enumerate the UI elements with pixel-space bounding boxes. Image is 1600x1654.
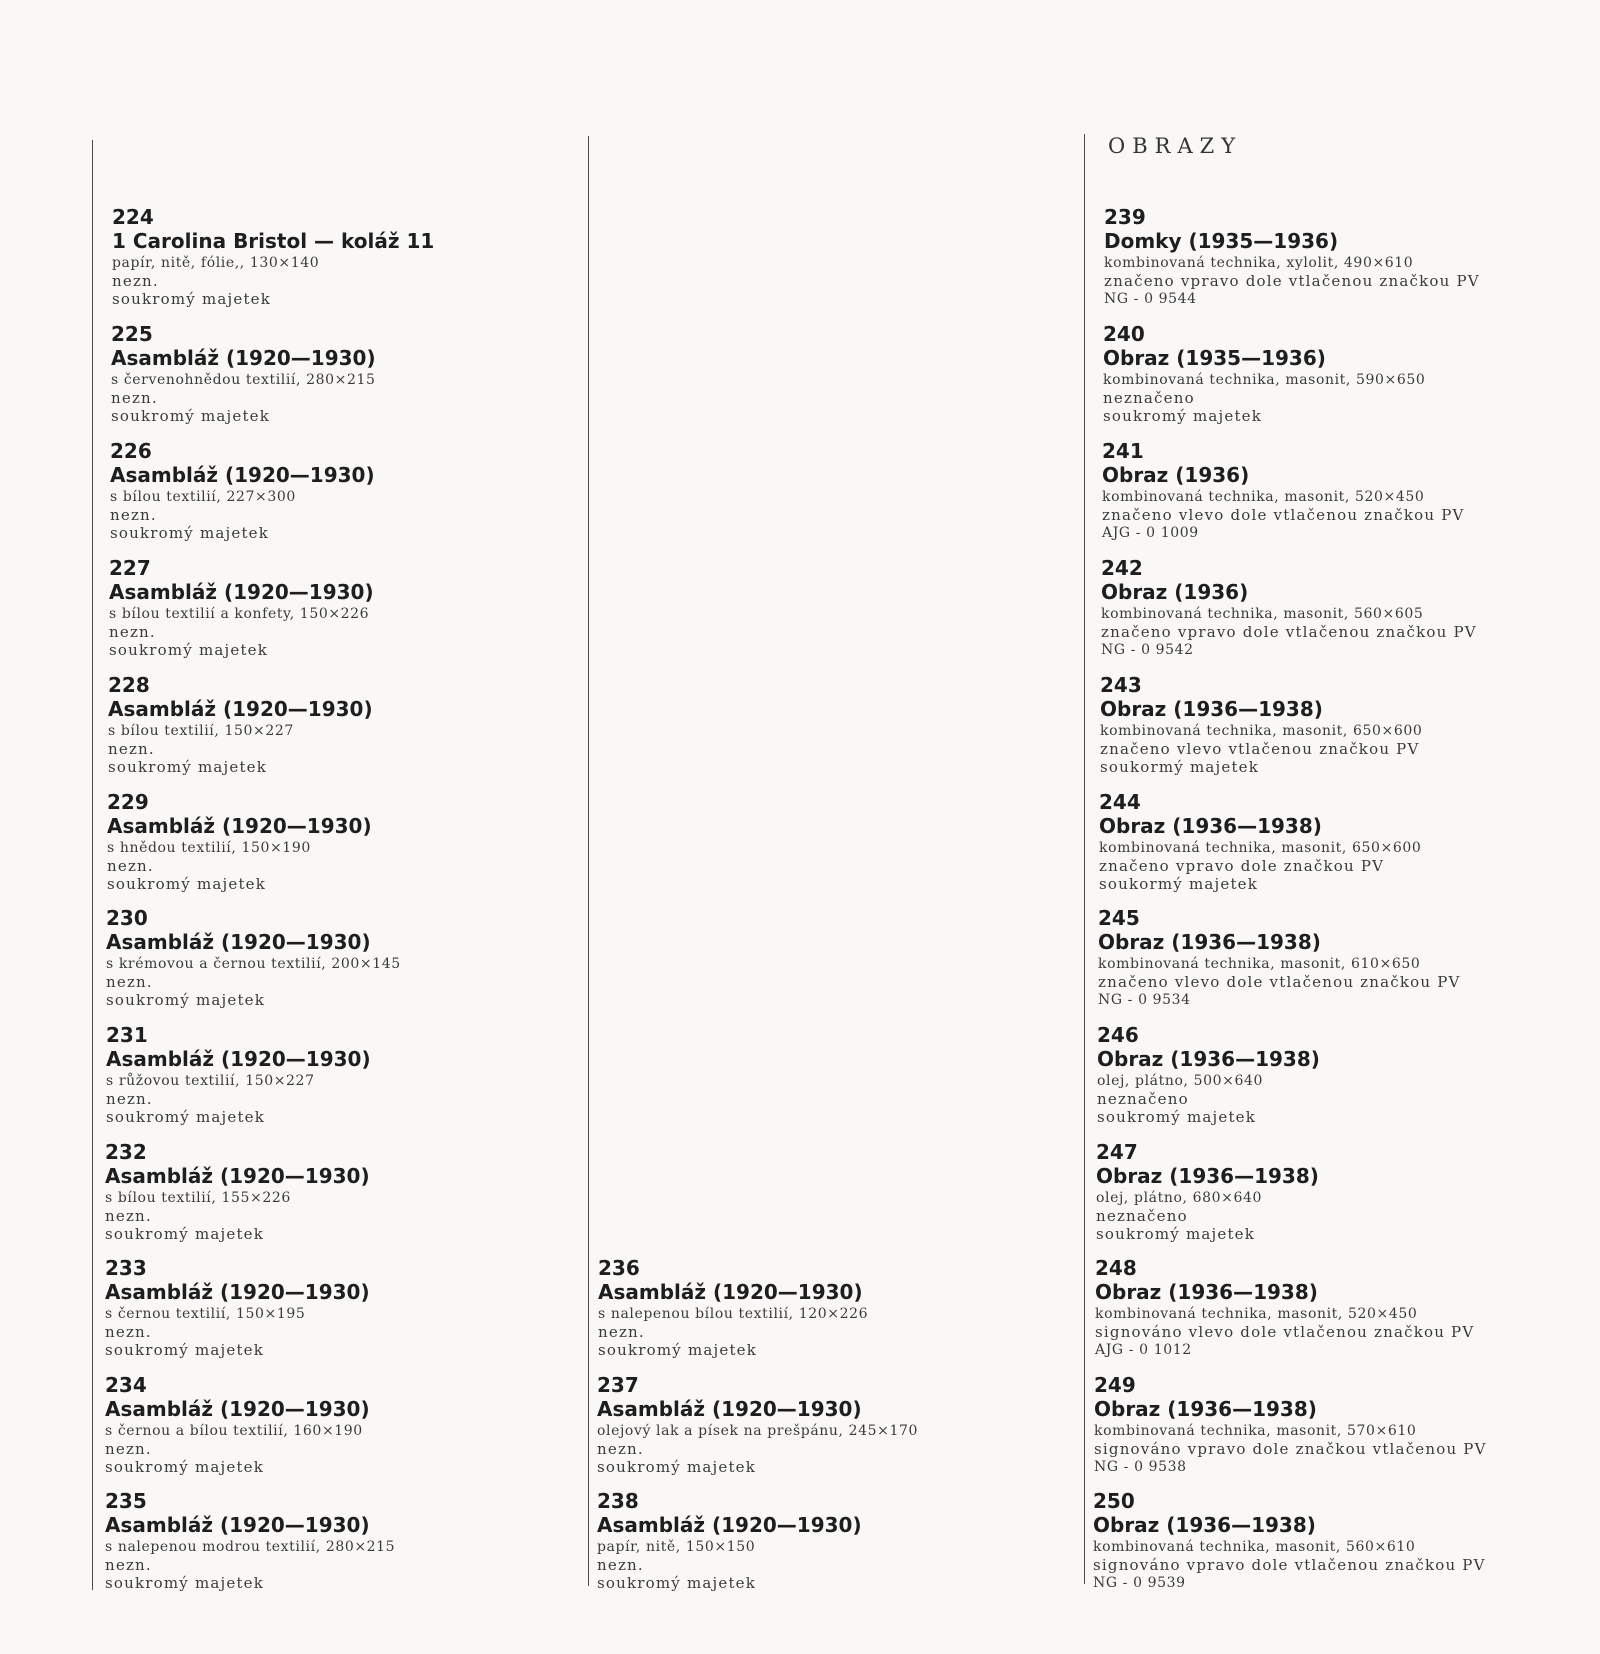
entry-title: Domky (1935—1936) bbox=[1104, 229, 1339, 253]
entry-medium: s bílou textilií a konfety, 150×226 bbox=[109, 606, 370, 622]
entry-signature: nezn. bbox=[105, 1207, 152, 1225]
entry-owner: soukromý majetek bbox=[112, 290, 272, 308]
entry-number: 226 bbox=[110, 439, 152, 463]
entry-title: Obraz (1936—1938) bbox=[1099, 814, 1322, 838]
entry-owner: soukromý majetek bbox=[108, 758, 268, 776]
entry-title: Obraz (1936—1938) bbox=[1100, 697, 1323, 721]
entry-owner: soukromý majetek bbox=[106, 1108, 266, 1126]
entry-number: 235 bbox=[105, 1489, 147, 1513]
entry-medium: s hnědou textilií, 150×190 bbox=[107, 840, 311, 856]
entry-signature: značeno vpravo dole vtlačenou značkou PV bbox=[1104, 272, 1480, 290]
entry-owner: AJG - 0 1012 bbox=[1095, 1342, 1192, 1358]
entry-signature: nezn. bbox=[109, 623, 156, 641]
catalogue-entry bbox=[105, 1489, 575, 1592]
entry-medium: kombinovaná technika, masonit, 520×450 bbox=[1102, 489, 1425, 505]
entry-title: Asambláž (1920—1930) bbox=[106, 930, 371, 954]
entry-owner: soukromý majetek bbox=[105, 1574, 265, 1592]
entry-signature: značeno vlevo vtlačenou značkou PV bbox=[1100, 740, 1420, 758]
entry-medium: s nalepenou modrou textilií, 280×215 bbox=[105, 1539, 396, 1555]
entry-signature: signováno vpravo dole značkou vtlačenou PV bbox=[1094, 1440, 1487, 1458]
entry-signature: signováno vlevo dole vtlačenou značkou PV bbox=[1095, 1323, 1475, 1341]
entry-medium: s bílou textilií, 150×227 bbox=[108, 723, 294, 739]
entry-signature: nezn. bbox=[597, 1440, 644, 1458]
entry-owner: soukromý majetek bbox=[1097, 1108, 1257, 1126]
entry-owner: NG - 0 9534 bbox=[1098, 992, 1191, 1008]
entry-title: Obraz (1936—1938) bbox=[1096, 1164, 1319, 1188]
entry-owner: soukormý majetek bbox=[1100, 758, 1260, 776]
entry-signature: značeno vpravo dole vtlačenou značkou PV bbox=[1101, 623, 1477, 641]
entry-signature: nezn. bbox=[105, 1556, 152, 1574]
entry-signature: značeno vpravo dole značkou PV bbox=[1099, 857, 1385, 875]
entry-number: 244 bbox=[1099, 790, 1141, 814]
entry-owner: soukromý majetek bbox=[109, 641, 269, 659]
entry-signature: neznačeno bbox=[1103, 389, 1195, 407]
entry-number: 247 bbox=[1096, 1140, 1138, 1164]
entry-title: Obraz (1936—1938) bbox=[1094, 1397, 1317, 1421]
entry-medium: olej, plátno, 680×640 bbox=[1096, 1190, 1262, 1206]
entry-number: 243 bbox=[1100, 673, 1142, 697]
entry-title: Asambláž (1920—1930) bbox=[105, 1513, 370, 1537]
entry-medium: olejový lak a písek na prešpánu, 245×170 bbox=[597, 1423, 918, 1439]
entry-medium: kombinovaná technika, masonit, 520×450 bbox=[1095, 1306, 1418, 1322]
entry-signature: nezn. bbox=[110, 506, 157, 524]
entry-medium: kombinovaná technika, masonit, 610×650 bbox=[1098, 956, 1421, 972]
catalogue-entry bbox=[107, 790, 577, 893]
entry-medium: s černou a bílou textilií, 160×190 bbox=[105, 1423, 363, 1439]
entry-signature: značeno vlevo dole vtlačenou značkou PV bbox=[1102, 506, 1465, 524]
entry-number: 238 bbox=[597, 1489, 639, 1513]
entry-medium: kombinovaná technika, xylolit, 490×610 bbox=[1104, 255, 1414, 271]
entry-number: 230 bbox=[106, 906, 148, 930]
entry-number: 236 bbox=[598, 1256, 640, 1280]
entry-signature: nezn. bbox=[598, 1323, 645, 1341]
entry-owner: soukormý majetek bbox=[1099, 875, 1259, 893]
entry-number: 237 bbox=[597, 1373, 639, 1397]
catalogue-entry bbox=[105, 1140, 575, 1243]
catalogue-entry bbox=[1093, 1489, 1563, 1592]
catalogue-entry bbox=[108, 673, 578, 776]
entry-medium: kombinovaná technika, masonit, 590×650 bbox=[1103, 372, 1426, 388]
entry-title: Obraz (1936) bbox=[1102, 463, 1250, 487]
entry-medium: s růžovou textilií, 150×227 bbox=[106, 1073, 315, 1089]
entry-signature: neznačeno bbox=[1097, 1090, 1189, 1108]
entry-number: 234 bbox=[105, 1373, 147, 1397]
entry-signature: nezn. bbox=[106, 1090, 153, 1108]
entry-owner: AJG - 0 1009 bbox=[1102, 525, 1199, 541]
catalogue-entry bbox=[1098, 906, 1568, 1009]
entry-medium: kombinovaná technika, masonit, 560×610 bbox=[1093, 1539, 1416, 1555]
catalogue-entry bbox=[110, 439, 580, 542]
catalogue-entry bbox=[106, 906, 576, 1009]
entry-medium: kombinovaná technika, masonit, 570×610 bbox=[1094, 1423, 1417, 1439]
column-rule-right bbox=[1084, 134, 1085, 1584]
entry-title: Asambláž (1920—1930) bbox=[106, 1047, 371, 1071]
entry-number: 240 bbox=[1103, 322, 1145, 346]
entry-medium: olej, plátno, 500×640 bbox=[1097, 1073, 1263, 1089]
catalogue-entry bbox=[1103, 322, 1573, 425]
entry-medium: s červenohnědou textilií, 280×215 bbox=[111, 372, 376, 388]
catalogue-entry bbox=[598, 1256, 1068, 1359]
entry-medium: papír, nitě, 150×150 bbox=[597, 1539, 756, 1555]
entry-owner: soukromý majetek bbox=[1103, 407, 1263, 425]
entry-number: 239 bbox=[1104, 205, 1146, 229]
column-rule-middle bbox=[588, 136, 589, 1586]
entry-signature: nezn. bbox=[108, 740, 155, 758]
entry-signature: nezn. bbox=[106, 973, 153, 991]
entry-owner: soukromý majetek bbox=[597, 1574, 757, 1592]
catalogue-entry bbox=[111, 322, 581, 425]
catalogue-entry bbox=[105, 1256, 575, 1359]
entry-owner: soukromý majetek bbox=[597, 1458, 757, 1476]
entry-title: Asambláž (1920—1930) bbox=[108, 697, 373, 721]
catalogue-entry bbox=[597, 1489, 1067, 1592]
entry-medium: s bílou textilií, 155×226 bbox=[105, 1190, 291, 1206]
entry-number: 225 bbox=[111, 322, 153, 346]
entry-owner: soukromý majetek bbox=[107, 875, 267, 893]
catalogue-entry bbox=[1099, 790, 1569, 893]
catalogue-entry bbox=[112, 205, 582, 308]
entry-number: 231 bbox=[106, 1023, 148, 1047]
entry-title: Obraz (1935—1936) bbox=[1103, 346, 1326, 370]
entry-number: 246 bbox=[1097, 1023, 1139, 1047]
entry-title: Asambláž (1920—1930) bbox=[597, 1513, 862, 1537]
entry-number: 233 bbox=[105, 1256, 147, 1280]
entry-owner: soukromý majetek bbox=[111, 407, 271, 425]
entry-owner: soukromý majetek bbox=[106, 991, 266, 1009]
entry-number: 229 bbox=[107, 790, 149, 814]
catalogue-entry bbox=[105, 1373, 575, 1476]
entry-signature: nezn. bbox=[107, 857, 154, 875]
entry-medium: kombinovaná technika, masonit, 650×600 bbox=[1100, 723, 1423, 739]
entry-medium: s černou textilií, 150×195 bbox=[105, 1306, 306, 1322]
catalogue-entry bbox=[1095, 1256, 1565, 1359]
catalogue-entry bbox=[1094, 1373, 1564, 1476]
entry-signature: signováno vpravo dole vtlačenou značkou PV bbox=[1093, 1556, 1486, 1574]
entry-title: Asambláž (1920—1930) bbox=[597, 1397, 862, 1421]
catalogue-entry bbox=[106, 1023, 576, 1126]
catalogue-entry bbox=[1101, 556, 1571, 659]
entry-owner: soukromý majetek bbox=[110, 524, 270, 542]
entry-owner: soukromý majetek bbox=[105, 1458, 265, 1476]
entry-title: Asambláž (1920—1930) bbox=[105, 1397, 370, 1421]
entry-title: Asambláž (1920—1930) bbox=[598, 1280, 863, 1304]
entry-number: 250 bbox=[1093, 1489, 1135, 1513]
entry-signature: neznačeno bbox=[1096, 1207, 1188, 1225]
entry-medium: papír, nitě, fólie,, 130×140 bbox=[112, 255, 320, 271]
entry-medium: s krémovou a černou textilií, 200×145 bbox=[106, 956, 401, 972]
entry-title: Obraz (1936—1938) bbox=[1098, 930, 1321, 954]
entry-number: 249 bbox=[1094, 1373, 1136, 1397]
entry-title: Asambláž (1920—1930) bbox=[105, 1280, 370, 1304]
entry-title: Asambláž (1920—1930) bbox=[107, 814, 372, 838]
entry-title: Obraz (1936—1938) bbox=[1093, 1513, 1316, 1537]
entry-title: Asambláž (1920—1930) bbox=[111, 346, 376, 370]
entry-signature: nezn. bbox=[111, 389, 158, 407]
entry-owner: soukromý majetek bbox=[598, 1341, 758, 1359]
entry-title: Asambláž (1920—1930) bbox=[110, 463, 375, 487]
catalogue-entry bbox=[1100, 673, 1570, 776]
entry-medium: s bílou textilií, 227×300 bbox=[110, 489, 296, 505]
entry-number: 241 bbox=[1102, 439, 1144, 463]
entry-owner: soukromý majetek bbox=[105, 1225, 265, 1243]
entry-number: 248 bbox=[1095, 1256, 1137, 1280]
entry-owner: NG - 0 9539 bbox=[1093, 1575, 1186, 1591]
entry-signature: značeno vlevo dole vtlačenou značkou PV bbox=[1098, 973, 1461, 991]
entry-owner: soukromý majetek bbox=[105, 1341, 265, 1359]
entry-owner: soukromý majetek bbox=[1096, 1225, 1256, 1243]
entry-number: 227 bbox=[109, 556, 151, 580]
entry-medium: kombinovaná technika, masonit, 560×605 bbox=[1101, 606, 1424, 622]
entry-owner: NG - 0 9538 bbox=[1094, 1459, 1187, 1475]
column-rule-left bbox=[92, 140, 93, 1590]
entry-medium: s nalepenou bílou textilií, 120×226 bbox=[598, 1306, 869, 1322]
entry-number: 232 bbox=[105, 1140, 147, 1164]
entry-title: Asambláž (1920—1930) bbox=[105, 1164, 370, 1188]
catalogue-entry bbox=[597, 1373, 1067, 1476]
entry-title: Obraz (1936—1938) bbox=[1095, 1280, 1318, 1304]
catalogue-entry bbox=[1097, 1023, 1567, 1126]
entry-signature: nezn. bbox=[105, 1440, 152, 1458]
catalogue-entry bbox=[1096, 1140, 1566, 1243]
entry-number: 228 bbox=[108, 673, 150, 697]
entry-title: 1 Carolina Bristol — koláž 11 bbox=[112, 229, 435, 253]
entry-signature: nezn. bbox=[597, 1556, 644, 1574]
catalogue-entry bbox=[1102, 439, 1572, 542]
catalogue-entry bbox=[109, 556, 579, 659]
entry-number: 242 bbox=[1101, 556, 1143, 580]
entry-number: 224 bbox=[112, 205, 154, 229]
entry-signature: nezn. bbox=[112, 272, 159, 290]
entry-title: Obraz (1936) bbox=[1101, 580, 1249, 604]
entry-signature: nezn. bbox=[105, 1323, 152, 1341]
entry-medium: kombinovaná technika, masonit, 650×600 bbox=[1099, 840, 1422, 856]
section-title: OBRAZY bbox=[1108, 134, 1243, 158]
entry-title: Obraz (1936—1938) bbox=[1097, 1047, 1320, 1071]
entry-title: Asambláž (1920—1930) bbox=[109, 580, 374, 604]
entry-owner: NG - 0 9542 bbox=[1101, 642, 1194, 658]
catalogue-entry bbox=[1104, 205, 1574, 308]
entry-number: 245 bbox=[1098, 906, 1140, 930]
entry-owner: NG - 0 9544 bbox=[1104, 291, 1197, 307]
